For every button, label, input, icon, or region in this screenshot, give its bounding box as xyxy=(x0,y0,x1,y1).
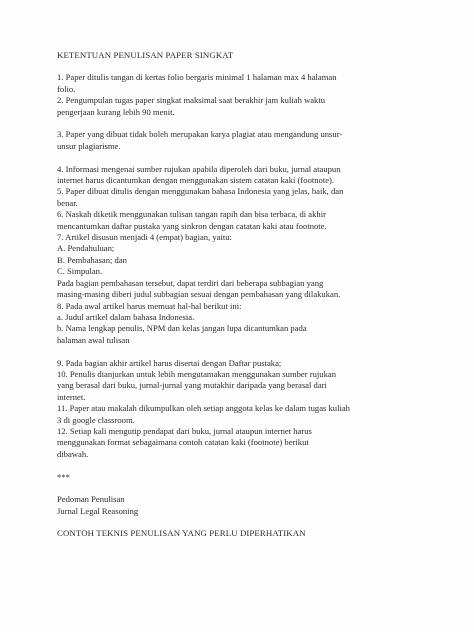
rule-line: A. Pendahuluan; xyxy=(57,243,115,254)
rule-line: B. Pembahasan; dan xyxy=(57,254,127,265)
footer-line: Pedoman Penulisan xyxy=(57,494,125,505)
blank-line xyxy=(57,118,437,129)
rule-line: internet harus dicantumkan dengan menggunakan sistem catatan kaki (footnote). xyxy=(57,175,335,186)
rule-line: 8. Pada awal artikel harus memuat hal-hal berikut ini: xyxy=(57,300,242,311)
rule-line: folio. xyxy=(57,83,76,94)
rules-list xyxy=(57,72,437,460)
rule-line: unsur plagiarisme. xyxy=(57,140,121,151)
separator-stars: *** xyxy=(57,471,70,482)
rule-line: b. Nama lengkap penulis, NPM dan kelas jangan lupa dicantumkan pada xyxy=(57,323,307,334)
rule-line: 1. Paper ditulis tangan di kertas folio bergaris minimal 1 halaman max 4 halaman xyxy=(57,72,337,83)
rule-line: a. Judul artikel dalam bahasa Indonesia. xyxy=(57,311,195,322)
rule-line: 6. Naskah diketik menggunakan tulisan tangan rapih dan bisa terbaca, di akhir xyxy=(57,209,326,220)
rule-line: 2. Pengumpulan tugas paper singkat maksimal saat berakhir jam kuliah waktu xyxy=(57,95,326,106)
rule-line: 4. Informasi mengenai sumber rujukan apabila diperoleh dari buku, jurnal ataupun xyxy=(57,163,341,174)
rule-line: 11. Paper atau makalah dikumpulkan oleh setiap anggota kelas ke dalam tugas kuliah xyxy=(57,403,350,414)
footer-line: Jurnal Legal Reasoning xyxy=(57,505,139,516)
blank-line xyxy=(57,346,437,357)
rule-line: C. Simpulan. xyxy=(57,266,103,277)
rule-line: pengerjaan kurang lebih 90 menit. xyxy=(57,106,175,117)
rule-line: yang berasal dari buku, jurnal-jurnal yang mutakhir daripada yang berasal dari xyxy=(57,380,327,391)
document-content xyxy=(57,50,437,540)
blank-line xyxy=(57,152,437,163)
section-heading: CONTOH TEKNIS PENULISAN YANG PERLU DIPERHATIKAN xyxy=(57,528,306,539)
rule-line: Pada bagian pembahasan tersebut, dapat terdiri dari beberapa subbagian yang xyxy=(57,277,324,288)
rule-line: 12. Setiap kali mengutip pendapat dari buku, jurnal ataupun internet harus xyxy=(57,425,312,436)
rule-line: 3 di google classroom. xyxy=(57,414,135,425)
rule-line: 9. Pada bagian akhir artikel harus disertai dengan Daftar pustaka; xyxy=(57,357,282,368)
rule-line: menggunakan format sebagaimana contoh catatan kaki (footnote) berikut xyxy=(57,437,309,448)
rule-line: mencantumkan daftar pustaka yang sinkron dengan catatan kaki atau footnote. xyxy=(57,220,327,231)
rule-line: halaman awal tulisan xyxy=(57,334,130,345)
blank-line xyxy=(57,460,437,471)
rule-line: 5. Paper dibuat ditulis dengan menggunakan bahasa Indonesia yang jelas, baik, dan xyxy=(57,186,344,197)
document-title: KETENTUAN PENULISAN PAPER SINGKAT xyxy=(57,50,234,60)
rule-line: 7. Artikel disusun menjadi 4 (empat) bagian, yaitu: xyxy=(57,232,232,243)
rule-line: 3. Paper yang dibuat tidak boleh merupakan karya plagiat atau mengandung unsur- xyxy=(57,129,343,140)
rule-line: benar. xyxy=(57,197,78,208)
rule-line: internet. xyxy=(57,391,86,402)
rule-line: dibawah. xyxy=(57,448,89,459)
rule-line: 10. Penulis dianjurkan untuk lebih mengutamakan menggunakan sumber rujukan xyxy=(57,368,336,379)
blank-line xyxy=(57,483,437,494)
rule-line: masing-masing diberi judul subbagian sesuai dengan pembahasan yang dilakukan. xyxy=(57,289,341,300)
